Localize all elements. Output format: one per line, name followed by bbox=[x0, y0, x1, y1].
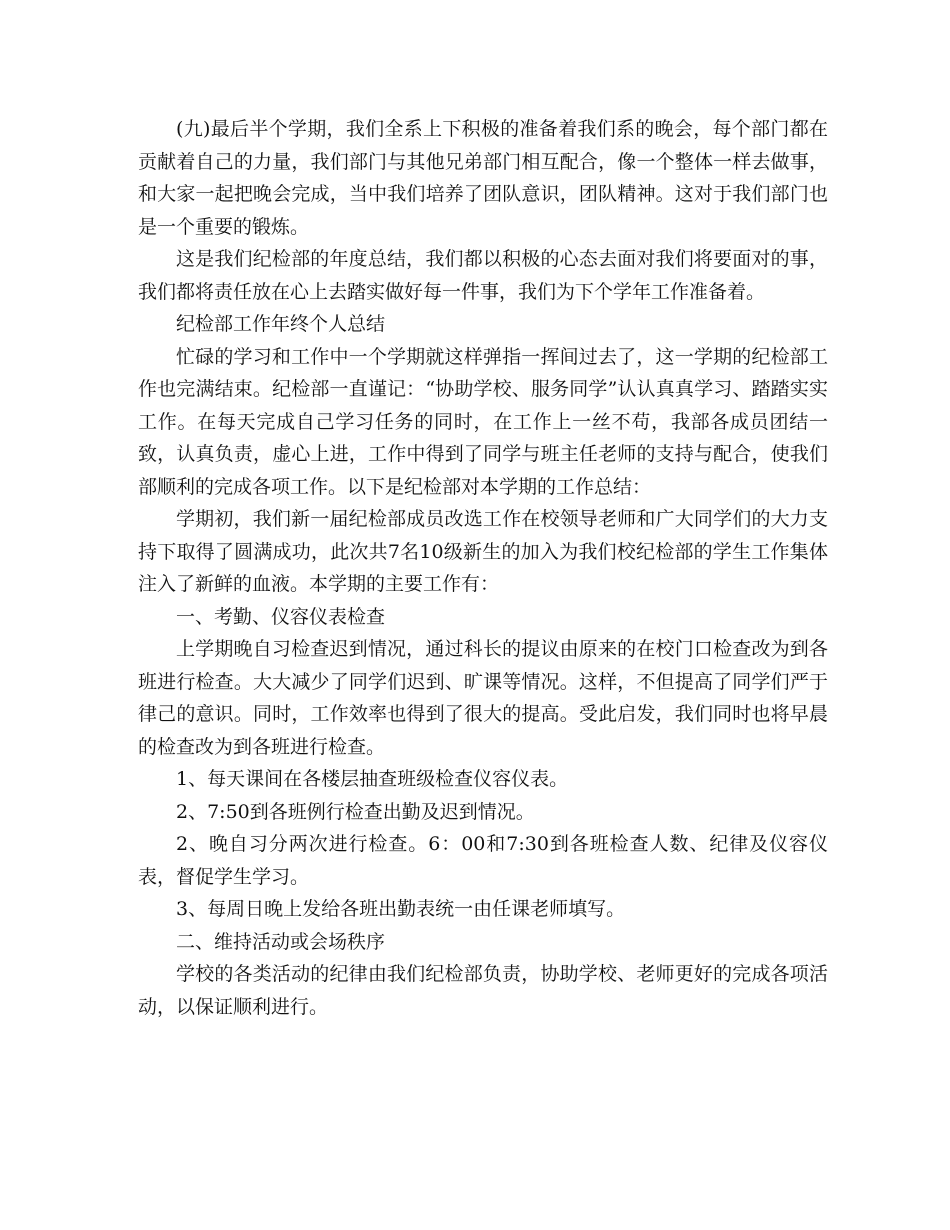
document-body bbox=[138, 113, 828, 1023]
section-heading-personal-summary: 纪检部工作年终个人总结 bbox=[176, 313, 386, 335]
list-item-1: 1、每天课间在各楼层抽查班级检查仪容仪表。 bbox=[176, 768, 569, 790]
paragraph-new-members: 学期初，我们新一届纪检部成员改选工作在校领导老师和广大同学们的大力支持下取得了圆满成功，此次共7名10级新生的加入为我们校纪检部的学生工作集体注入了新鲜的血液。本学期的主要工作有： bbox=[138, 508, 828, 595]
paragraph-9-evening-party: (九)最后半个学期，我们全系上下积极的准备着我们系的晚会，每个部门都在贡献着自己的力量，我们部门与其他兄弟部门相互配合，像一个整体一样去做事，和大家一起把晚会完成，当中我们培养了团队意识，团队精神。这对于我们部门也是一个重要的锻炼。 bbox=[138, 118, 828, 238]
list-item-2: 2、7:50到各班例行检查出勤及迟到情况。 bbox=[176, 800, 535, 823]
section-heading-order: 二、维持活动或会场秩序 bbox=[176, 930, 386, 953]
paragraph-activities: 学校的各类活动的纪律由我们纪检部负责，协助学校、老师更好的完成各项活动，以保证顺利进行。 bbox=[138, 963, 828, 1018]
paragraph-attendance-details: 上学期晚自习检查迟到情况，通过科长的提议由原来的在校门口检查改为到各班进行检查。大大减少了同学们迟到、旷课等情况。这样，不但提高了同学们严于律己的意识。同时，工作效率也得到了很大的提高。受此启发，我们同时也将早晨的检查改为到各班进行检查。 bbox=[138, 638, 828, 758]
paragraph-semester-intro: 忙碌的学习和工作中一个学期就这样弹指一挥间过去了，这一学期的纪检部工作也完满结束。纪检部一直谨记：“协助学校、服务同学”认认真真学习、踏踏实实工作。在每天完成自己学习任务的同时，在工作上一丝不苟，我部各成员团结一致，认真负责，虚心上进，工作中得到了同学与班主任老师的支持与配合，使我们部顺利的完成各项工作。以下是纪检部对本学期的工作总结： bbox=[138, 345, 828, 498]
list-item-2b: 2、晚自习分两次进行检查。6：00和7:30到各班检查人数、纪律及仪容仪表，督促学生学习。 bbox=[138, 833, 828, 888]
list-item-3: 3、每周日晚上发给各班出勤表统一由任课老师填写。 bbox=[176, 898, 626, 920]
paragraph-annual-summary: 这是我们纪检部的年度总结，我们都以积极的心态去面对我们将要面对的事，我们都将责任放在心上去踏实做好每一件事，我们为下个学年工作准备着。 bbox=[138, 248, 828, 303]
section-heading-attendance: 一、考勤、仪容仪表检查 bbox=[176, 605, 386, 628]
